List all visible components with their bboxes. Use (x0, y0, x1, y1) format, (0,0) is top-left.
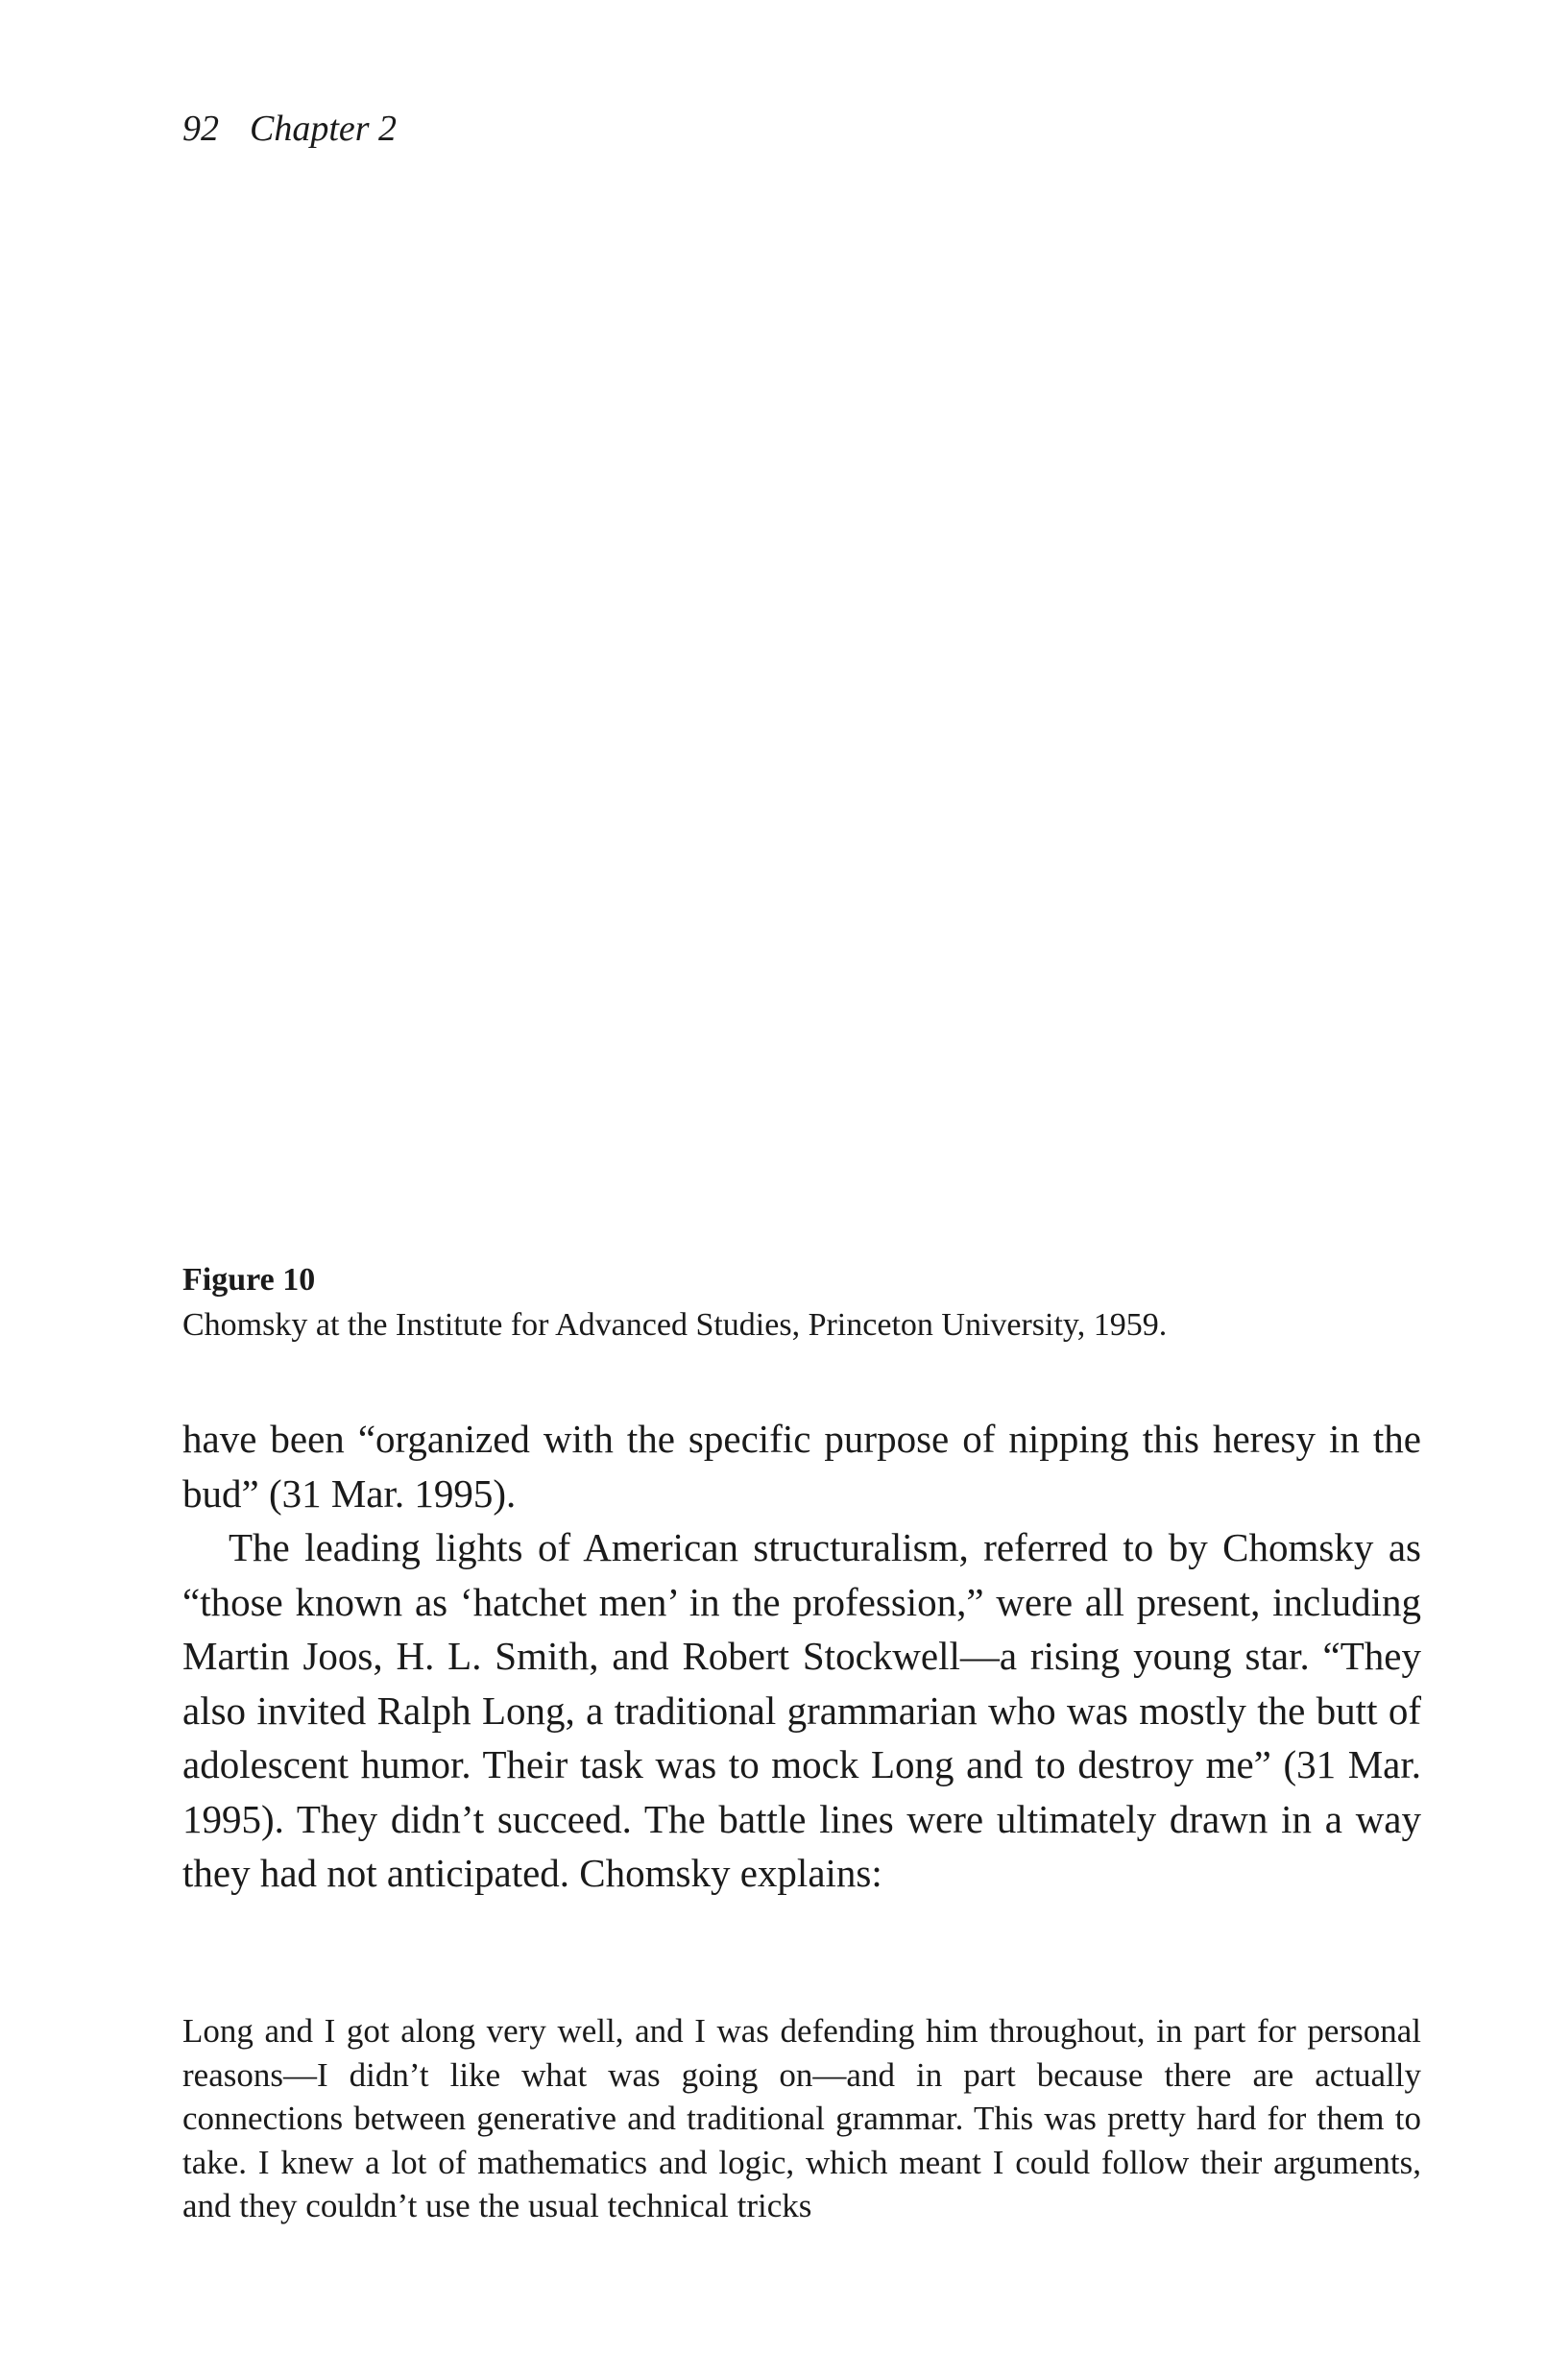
paragraph: The leading lights of American structuralism, referred to by Chomsky as “those known as ‘hatchet men’ in the profession,” were all present, including Martin Joos, H. L. Smith, and Robert Stockwell—a rising young star. “They also invited Ralph Long, a traditional grammarian who was mostly the butt of adolescent humor. Their task was to mock Long and to destroy me” (31 Mar. 1995). They didn’t succeed. The battle lines were ultimately drawn in a way they had not anticipated. Chomsky explains: (182, 1525, 1421, 1895)
figure-caption (182, 1258, 1421, 1348)
block-quote: Long and I got along very well, and I was defending him throughout, in part for personal reasons—I didn’t like what was going on—and in part because there are actually connections between generative and traditional grammar. This was pretty hard for them to take. I knew a lot of mathematics and logic, which meant I could follow their arguments, and they couldn’t use the usual technical tricks (182, 2012, 1421, 2224)
chapter-label: Chapter 2 (250, 109, 398, 149)
figure-caption-text: Chomsky at the Institute for Advanced Studies, Princeton University, 1959. (182, 1307, 1168, 1343)
figure-label: Figure 10 (182, 1262, 316, 1298)
body-text (182, 1412, 1421, 1901)
running-head (182, 106, 397, 152)
page-number: 92 (182, 109, 219, 149)
paragraph: have been “organized with the specific purpose of nipping this heresy in the bud” (31 Mar. 1995). (182, 1417, 1421, 1516)
figure-image-area (182, 192, 1421, 1229)
